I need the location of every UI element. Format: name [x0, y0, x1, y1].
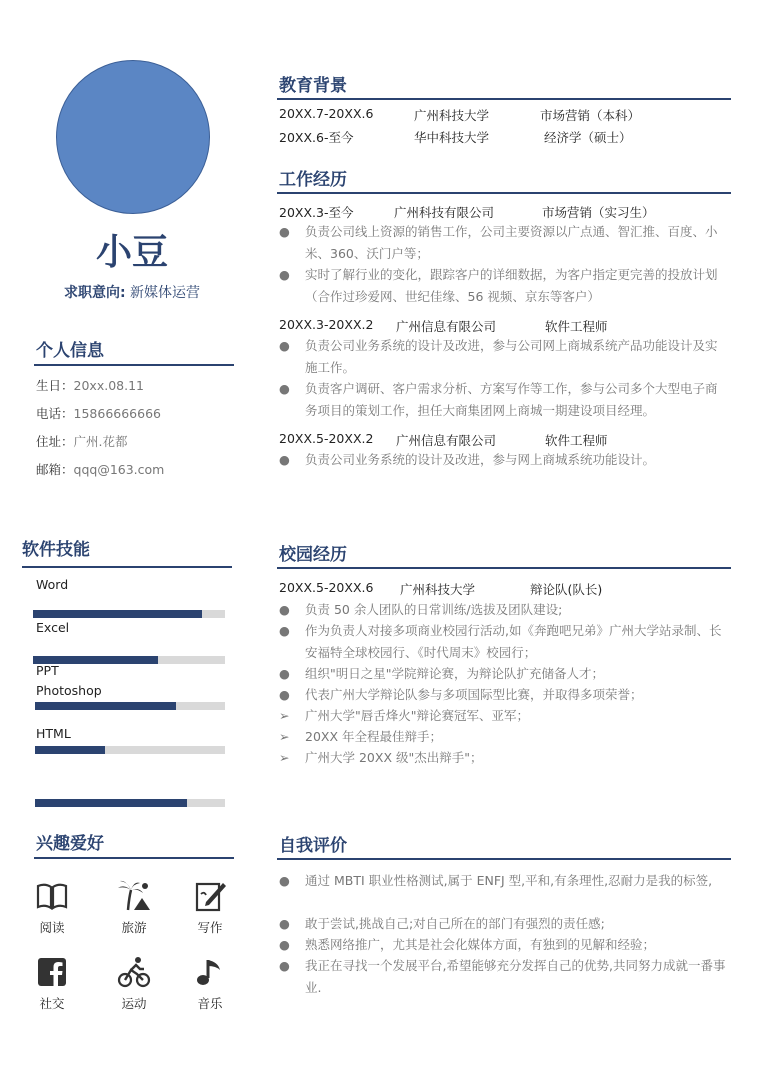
info-value: 15866666666 — [73, 406, 161, 421]
campus-award — [279, 705, 727, 727]
bullet-text: 作为负责人对接多项商业校园行活动,如《奔跑吧兄弟》广州大学站录制、长安福特全球校园行、《时代周末》校园行； — [305, 623, 722, 660]
hobby-social — [27, 954, 77, 1012]
skill-bar-word — [33, 610, 225, 618]
skill-bar-fill — [35, 746, 105, 754]
self-eval-title: 自我评价 — [279, 836, 347, 856]
hobby-label: 阅读 — [39, 920, 65, 935]
hobby-music — [185, 954, 235, 1012]
campus-bullet — [279, 684, 727, 706]
info-row-phone — [36, 404, 161, 422]
job-intent — [0, 282, 264, 302]
self-eval-rule — [277, 858, 731, 860]
skill-bar-fill — [35, 702, 176, 710]
candidate-name: 小豆 — [95, 232, 168, 273]
campus-school: 广州科技大学 — [400, 582, 476, 597]
hobby-label: 旅游 — [121, 920, 147, 935]
self-eval-bullet — [279, 934, 727, 956]
bullet-text: 组织"明日之星"学院辩论赛，为辩论队扩充储备人才； — [305, 666, 605, 681]
skill-name-excel: Excel — [36, 620, 70, 635]
skill-bar-photoshop — [35, 702, 225, 710]
education-title: 教育背景 — [279, 76, 347, 96]
work-rule — [277, 192, 731, 194]
bullet-dot: ● — [279, 267, 290, 282]
campus-title: 校园经历 — [279, 545, 347, 565]
job-company: 广州信息有限公司 — [396, 319, 497, 334]
bullet-dot: ● — [279, 224, 290, 239]
bullet-dot: ● — [279, 381, 290, 396]
job-bullet — [279, 335, 727, 379]
bullet-dot: ● — [279, 666, 290, 681]
skill-bar-fill — [33, 610, 202, 618]
info-value: 广州.花都 — [73, 434, 128, 449]
info-label: 生日： — [36, 378, 74, 393]
job-intent-value: 新媒体运营 — [130, 285, 201, 301]
bullet-text: 负责客户调研、客户需求分析、方案写作等工作，参与公司多个大型电子商务项目的策划工作，担任大商集团网上商城一期建设项目经理。 — [305, 381, 718, 418]
bullet-dot: ● — [279, 452, 290, 467]
hobbies-rule — [34, 857, 234, 859]
education-rule — [277, 98, 731, 100]
bullet-text: 负责公司业务系统的设计及改进，参与网上商城系统功能设计。 — [305, 452, 656, 467]
hobby-label: 音乐 — [197, 996, 223, 1011]
bullet-text: 代表广州大学辩论队参与多项国际型比赛，并取得多项荣誉； — [305, 687, 643, 702]
info-label: 邮箱： — [36, 462, 74, 477]
bullet-text: 负责公司业务系统的设计及改进，参与公司网上商城系统产品功能设计及实施工作。 — [305, 338, 718, 375]
hobby-reading — [27, 878, 77, 936]
info-label: 电话： — [36, 406, 74, 421]
job-company: 广州科技有限公司 — [394, 205, 495, 220]
arrow-icon: ➢ — [279, 729, 290, 744]
hobby-writing — [185, 878, 235, 936]
book-icon — [34, 878, 70, 914]
job-role: 软件工程师 — [545, 319, 608, 334]
campus-award — [279, 747, 727, 769]
campus-bullet — [279, 599, 727, 621]
award-text: 20XX 年全程最佳辩手； — [305, 729, 443, 744]
edu-major: 市场营销（本科） — [540, 108, 641, 123]
edu-school: 华中科技大学 — [414, 130, 490, 145]
bullet-dot: ● — [279, 623, 290, 638]
skills-rule — [22, 566, 232, 568]
job-role: 市场营销（实习生） — [542, 205, 655, 220]
personal-info-title: 个人信息 — [36, 341, 104, 361]
edu-major: 经济学（硕士） — [544, 130, 632, 145]
hobby-travel — [109, 878, 159, 936]
info-row-address — [36, 432, 128, 450]
skills-title: 软件技能 — [22, 540, 90, 560]
campus-bullet — [279, 663, 727, 685]
cycling-icon — [116, 954, 152, 990]
work-title: 工作经历 — [279, 170, 347, 190]
job-date: 20XX.5-20XX.2 — [279, 431, 374, 446]
skill-bar-fill — [35, 799, 187, 807]
personal-info-rule — [34, 364, 234, 366]
skill-name-photoshop: Photoshop — [36, 683, 102, 698]
hobby-label: 运动 — [121, 996, 147, 1011]
hobby-sports — [109, 954, 159, 1012]
facebook-icon — [34, 954, 70, 990]
skill-bar-html — [35, 746, 225, 754]
skill-name-ppt: PPT — [36, 663, 59, 678]
job-bullet — [279, 221, 727, 265]
info-label: 住址： — [36, 434, 74, 449]
job-role: 软件工程师 — [545, 433, 608, 448]
campus-role: 辩论队(队长) — [530, 582, 603, 597]
bullet-dot: ● — [279, 687, 290, 702]
avatar — [56, 60, 210, 214]
music-note-icon — [192, 954, 228, 990]
edu-date: 20XX.7-20XX.6 — [279, 106, 374, 121]
bullet-text: 实时了解行业的变化，跟踪客户的详细数据，为客户指定更完善的投放计划（合作过珍爱网、世纪佳缘、56 视频、京东等客户） — [305, 267, 718, 304]
bullet-dot: ● — [279, 602, 290, 617]
info-value: qqq@163.com — [73, 462, 165, 477]
job-bullet — [279, 449, 727, 471]
info-row-email — [36, 460, 164, 478]
award-text: 广州大学"唇舌烽火"辩论赛冠军、亚军； — [305, 708, 529, 723]
bullet-dot: ● — [279, 916, 290, 931]
bullet-dot: ● — [279, 873, 290, 888]
job-date: 20XX.3-20XX.2 — [279, 317, 374, 332]
campus-bullet — [279, 620, 727, 664]
bullet-dot: ● — [279, 937, 290, 952]
bullet-text: 通过 MBTI 职业性格测试,属于 ENFJ 型,平和,有条理性,忍耐力是我的标签, — [305, 873, 713, 888]
self-eval-bullet — [279, 913, 727, 935]
job-bullet — [279, 378, 727, 422]
palm-tree-icon — [116, 878, 152, 914]
job-bullet — [279, 264, 727, 308]
bullet-text: 负责公司线上资源的销售工作，公司主要资源以广点通、智汇推、百度、小米、360、沃门户等； — [305, 224, 718, 261]
campus-rule — [277, 567, 731, 569]
bullet-text: 敢于尝试,挑战自己;对自己所在的部门有强烈的责任感; — [305, 916, 605, 931]
job-company: 广州信息有限公司 — [396, 433, 497, 448]
edu-school: 广州科技大学 — [414, 108, 490, 123]
campus-award — [279, 726, 727, 748]
hobby-label: 社交 — [39, 996, 65, 1011]
self-eval-bullet — [279, 955, 727, 999]
campus-date: 20XX.5-20XX.6 — [279, 580, 374, 595]
hobby-label: 写作 — [197, 920, 223, 935]
bullet-text: 负责 50 余人团队的日常训练/选拔及团队建设; — [305, 602, 563, 617]
skill-name-html: HTML — [36, 726, 71, 741]
writing-icon — [192, 878, 228, 914]
job-date: 20XX.3-至今 — [279, 205, 354, 220]
bullet-text: 熟悉网络推广，尤其是社会化媒体方面，有独到的见解和经验； — [305, 937, 656, 952]
edu-date: 20XX.6-至今 — [279, 130, 354, 145]
bullet-text: 我正在寻找一个发展平台,希望能够充分发挥自己的优势,共同努力成就一番事业. — [305, 958, 726, 995]
arrow-icon: ➢ — [279, 750, 290, 765]
arrow-icon: ➢ — [279, 708, 290, 723]
hobbies-title: 兴趣爱好 — [36, 834, 104, 854]
info-value: 20xx.08.11 — [73, 378, 144, 393]
bullet-dot: ● — [279, 958, 290, 973]
skill-bar-excel — [33, 656, 225, 664]
skill-name-word: Word — [36, 577, 69, 592]
award-text: 广州大学 20XX 级"杰出辩手"； — [305, 750, 483, 765]
self-eval-bullet — [279, 870, 727, 914]
skill-bar-extra — [35, 799, 225, 807]
bullet-dot: ● — [279, 338, 290, 353]
info-row-birthday — [36, 376, 144, 394]
job-intent-label: 求职意向: — [63, 285, 126, 301]
